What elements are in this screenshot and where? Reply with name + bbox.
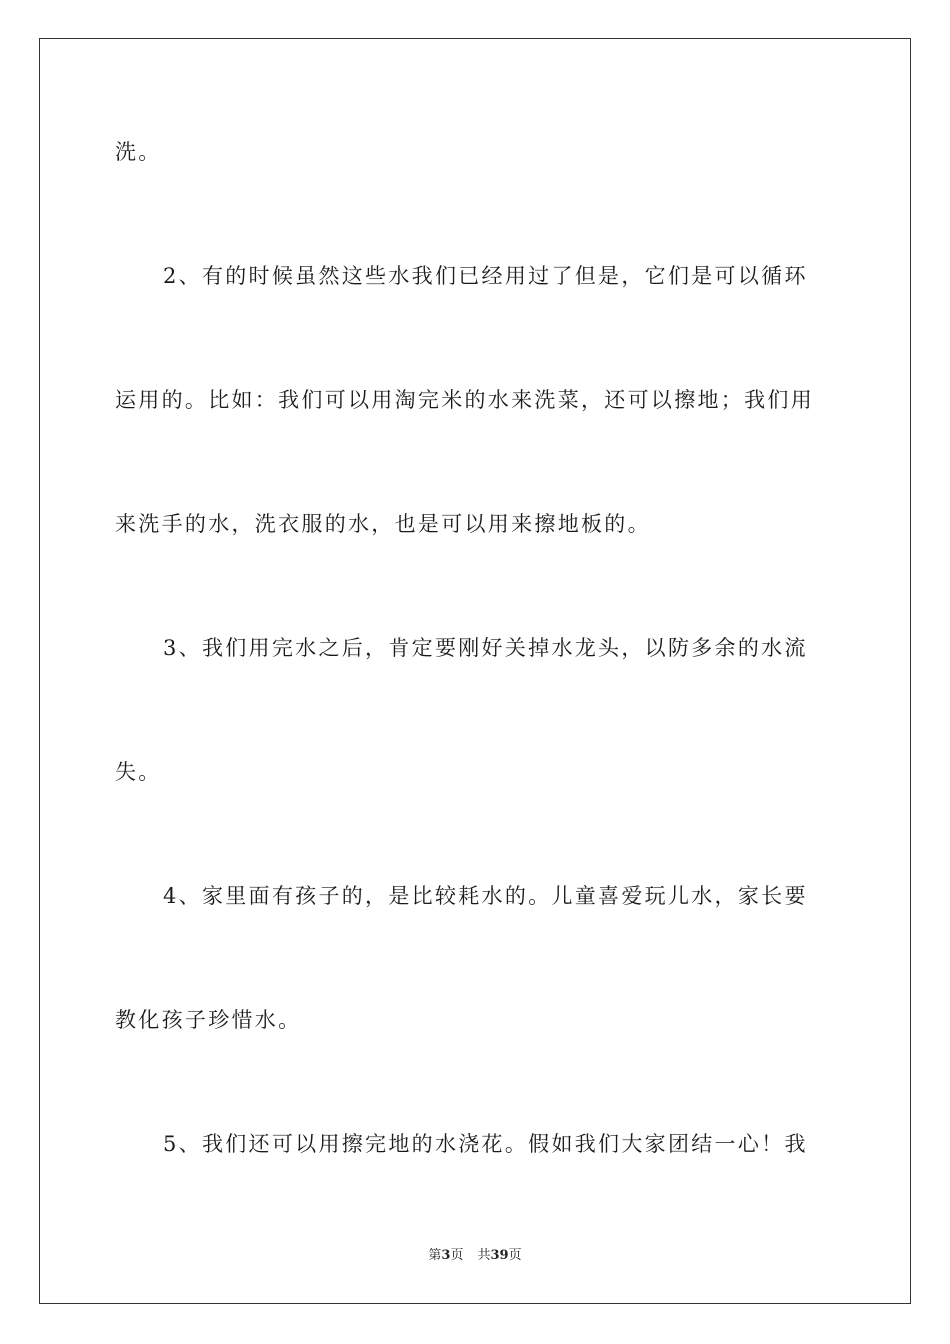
- page-number: 3: [441, 1248, 451, 1263]
- page-footer: [0, 1247, 950, 1265]
- paragraph-2-line-1: 2、有的时候虽然这些水我们已经用过了但是，它们是可以循环: [163, 264, 808, 288]
- paragraph-5-line-1: 5、我们还可以用擦完地的水浇花。假如我们大家团结一心！我: [163, 1132, 808, 1156]
- paragraph-2-line-2: 运用的。比如：我们可以用淘完米的水来洗菜，还可以擦地；我们用: [115, 388, 814, 412]
- paragraph-2-line-3: 来洗手的水，洗衣服的水，也是可以用来擦地板的。: [115, 512, 651, 536]
- total-prefix: 共: [477, 1248, 491, 1263]
- total-pages: 39: [490, 1248, 509, 1263]
- page-border: [39, 38, 911, 1304]
- paragraph-4-line-2: 教化孩子珍惜水。: [115, 1008, 302, 1032]
- paragraph-3-line-2: 失。: [115, 760, 162, 784]
- page-suffix: 页: [450, 1248, 464, 1263]
- paragraph-3-line-1: 3、我们用完水之后，肯定要刚好关掉水龙头，以防多余的水流: [163, 636, 808, 660]
- paragraph-4-line-1: 4、家里面有孩子的，是比较耗水的。儿童喜爱玩儿水，家长要: [163, 884, 808, 908]
- text-line: 洗。: [115, 140, 162, 164]
- total-suffix: 页: [508, 1248, 522, 1263]
- page-prefix: 第: [428, 1248, 442, 1263]
